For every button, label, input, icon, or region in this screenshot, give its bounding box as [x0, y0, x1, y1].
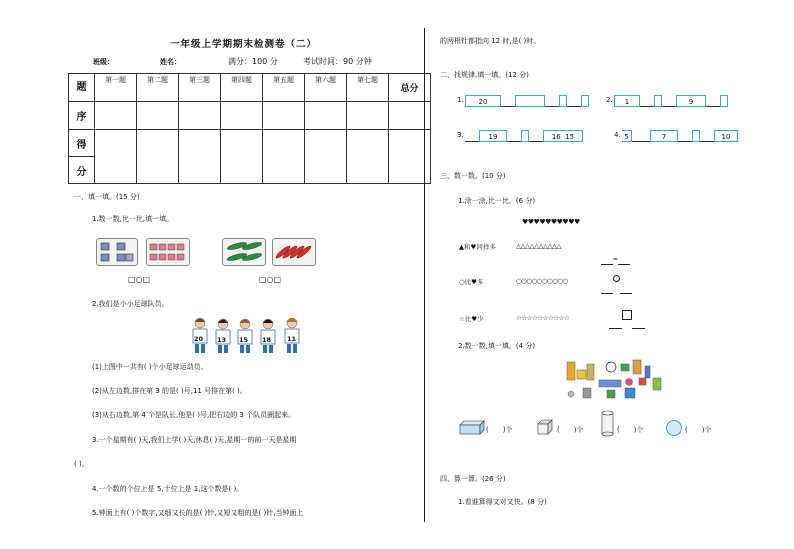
page-title: 一年级上学期期末检测卷（二） — [170, 39, 318, 50]
seq-cell — [521, 130, 529, 142]
question-5-continued: 的两根针都指向 12 时,是( )时。 — [440, 37, 541, 45]
seq-cell: 9 — [676, 95, 706, 107]
cube-icon — [639, 378, 646, 385]
cube-icon — [536, 418, 556, 436]
question-3-1: 1.涂一涂,比一比。(6 分) — [458, 197, 536, 205]
total-header: 总分 — [389, 74, 431, 102]
peppers-picture — [272, 238, 316, 266]
compare-marks-2[interactable]: □○□ — [259, 275, 282, 284]
name-label: 姓名： — [160, 58, 181, 66]
row-c-label: ☆比♥少 — [459, 315, 484, 323]
cakes-icon — [147, 239, 189, 265]
score-cell[interactable] — [179, 102, 221, 130]
pepper-icon — [273, 239, 315, 265]
cubes-icon — [97, 239, 137, 265]
score-cell[interactable] — [221, 102, 263, 130]
col-header: 第一题 — [95, 74, 137, 102]
cuboid-icon — [583, 388, 591, 398]
seq-blank[interactable] — [678, 136, 692, 142]
compare-marks-1[interactable]: □○□ — [128, 275, 151, 284]
cubes-picture — [96, 238, 138, 266]
count-blank-cube[interactable]: ( )个 — [557, 426, 584, 434]
seq-cell: 1 — [614, 95, 640, 107]
score-cell[interactable] — [305, 102, 347, 130]
cube-icon — [607, 390, 615, 398]
seq-cell — [515, 95, 545, 107]
score-cell[interactable] — [263, 102, 305, 130]
jersey-number: 15 — [239, 336, 249, 344]
seq-cell — [720, 95, 728, 107]
answer-blank-b[interactable] — [601, 275, 635, 287]
sequence-4 — [622, 126, 738, 142]
row-a-shapes: △△△△△△△△△△ — [516, 242, 561, 250]
seq-cell — [581, 95, 589, 107]
class-label: 班级： — [93, 58, 114, 66]
score-cell[interactable] — [347, 130, 389, 184]
cylinder-icon — [653, 378, 661, 390]
cube-icon — [577, 370, 586, 379]
score-cell[interactable] — [347, 102, 389, 130]
seq2-label: 2. — [606, 96, 613, 104]
seq-blank[interactable] — [465, 136, 479, 142]
score-cell[interactable] — [137, 130, 179, 184]
col-header: 第三题 — [179, 74, 221, 102]
seq-cell: 7 — [650, 130, 678, 142]
cylinder-icon — [600, 410, 616, 438]
seq-cell: 5 — [622, 130, 632, 142]
question-1-1: 1.数一数,比一比,填一填。 — [92, 215, 174, 223]
score-cell[interactable] — [95, 102, 137, 130]
row-c-shapes: ☆☆☆☆☆☆☆☆☆☆ — [516, 314, 570, 322]
cylinder-icon — [587, 364, 594, 380]
col-header: 第六题 — [305, 74, 347, 102]
hearts-row: ♥♥♥♥♥♥♥♥♥♥ — [522, 218, 580, 226]
col-header: 第七题 — [347, 74, 389, 102]
row-b-label: ○比♥多 — [459, 278, 484, 286]
cuboid-icon — [567, 362, 575, 380]
question-3-2: 2.数一数,填一填。(4 分) — [458, 342, 536, 350]
cube-icon — [625, 388, 635, 398]
section-2-title: 二、找规律,填一填。(12 分) — [440, 71, 529, 79]
seq3-label: 3. — [457, 131, 464, 139]
jersey-number: 18 — [262, 336, 272, 344]
row-label-tixu-2: 序 — [69, 102, 95, 130]
column-divider — [424, 28, 425, 522]
seq4-label: 4. — [614, 131, 621, 139]
sequence-2 — [614, 91, 728, 107]
row-label-tixu: 题 — [69, 74, 95, 102]
ball-icon — [626, 379, 633, 386]
seq-cell: 19 — [479, 130, 507, 142]
section-3-title: 三、数一数。(10 分) — [440, 172, 506, 180]
ball-icon — [568, 391, 574, 397]
seq-blank[interactable] — [501, 101, 515, 107]
jersey-number: 13 — [217, 336, 227, 344]
full-score: 满分：100 分 — [228, 57, 278, 66]
seq-blank[interactable] — [640, 101, 654, 107]
cuboid-icon — [599, 380, 621, 387]
sequence-3 — [465, 126, 583, 142]
jersey-number: 20 — [194, 335, 204, 343]
cylinder-icon — [633, 360, 641, 374]
row-a-label: ▲和♥同样多 — [459, 243, 496, 251]
count-blank-cylinder[interactable]: ( )个 — [617, 426, 644, 434]
cakes-picture — [146, 238, 190, 266]
seq-cell — [559, 95, 567, 107]
seq-blank[interactable] — [662, 101, 676, 107]
question-2-1: (1)上图中一共有( )个小足球运动员。 — [92, 363, 208, 371]
question-5: 5.钟面上有( )个数字,又细又长的是( )针,又短又粗的是( )针,当钟面上 — [92, 509, 304, 517]
section-4-title: 四、算一算。(26 分) — [440, 475, 506, 483]
seq-blank[interactable] — [700, 136, 714, 142]
question-3a: 3.一个星期有( )天,我们上学( )天,休息( )天,星期一的前一天是星期 — [92, 436, 297, 444]
exam-time: 考试时间：90 分钟 — [303, 57, 372, 66]
question-4-1: 1.看谁算得又对又快。(8 分) — [458, 498, 547, 506]
question-2-3: (3)从右边数,第 4 个是队长,他是( )号,把右边的 3 个队员圈起来。 — [92, 411, 296, 419]
score-cell[interactable] — [137, 102, 179, 130]
cube-icon — [621, 364, 629, 371]
answer-blank-a[interactable]: = — [601, 246, 631, 252]
row-label-defen: 得 — [69, 130, 95, 157]
row-label-defen-2: 分 — [69, 157, 95, 184]
seq-blank[interactable] — [545, 101, 559, 107]
cuboid-icon — [458, 420, 486, 436]
cylinder-icon — [645, 366, 650, 378]
score-cell[interactable] — [263, 130, 305, 184]
shapes-pile-picture — [563, 356, 673, 402]
seq-cell — [692, 130, 700, 142]
col-header: 第五题 — [263, 74, 305, 102]
col-header: 第四题 — [221, 74, 263, 102]
seq-blank[interactable] — [706, 101, 720, 107]
seq-cell — [654, 95, 662, 107]
seq-blank[interactable] — [529, 136, 543, 142]
seq-cell: 16 15 — [543, 130, 583, 142]
ball-icon — [606, 362, 616, 372]
sphere-icon — [665, 419, 683, 437]
question-1-2: 2.我们是小小足球队员。 — [92, 300, 169, 308]
score-table — [68, 73, 431, 184]
section-1-title: 一、填一填。(15 分) — [74, 193, 140, 201]
seq-blank[interactable] — [507, 136, 521, 142]
score-cell[interactable] — [221, 130, 263, 184]
seq-blank[interactable] — [632, 136, 650, 142]
seq-cell: 20 — [465, 95, 501, 107]
row-b-shapes: ○○○○○○○○○○ — [516, 277, 568, 285]
question-3b: ( )。 — [74, 460, 89, 468]
cucumber-icon — [223, 239, 265, 265]
question-2-2: (2)从左边数,排在第 3 的是( )号,11 号排在第( )。 — [92, 387, 247, 395]
score-cell[interactable] — [95, 130, 137, 184]
col-header: 第二题 — [137, 74, 179, 102]
seq1-label: 1. — [457, 96, 464, 104]
score-cell[interactable] — [179, 130, 221, 184]
jersey-number: 11 — [287, 335, 297, 343]
question-4: 4.一个数的个位上是 5,十位上是 1,这个数是( )。 — [92, 485, 244, 493]
score-cell[interactable] — [305, 130, 347, 184]
seq-cell: 10 — [714, 130, 738, 142]
count-blank-sphere[interactable]: ( )个 — [685, 426, 712, 434]
sequence-1 — [465, 91, 589, 107]
cucumbers-picture — [222, 238, 266, 266]
seq-blank[interactable] — [567, 101, 581, 107]
answer-blank-c[interactable] — [609, 310, 649, 324]
count-blank-cuboid[interactable]: ( )个 — [486, 426, 513, 434]
